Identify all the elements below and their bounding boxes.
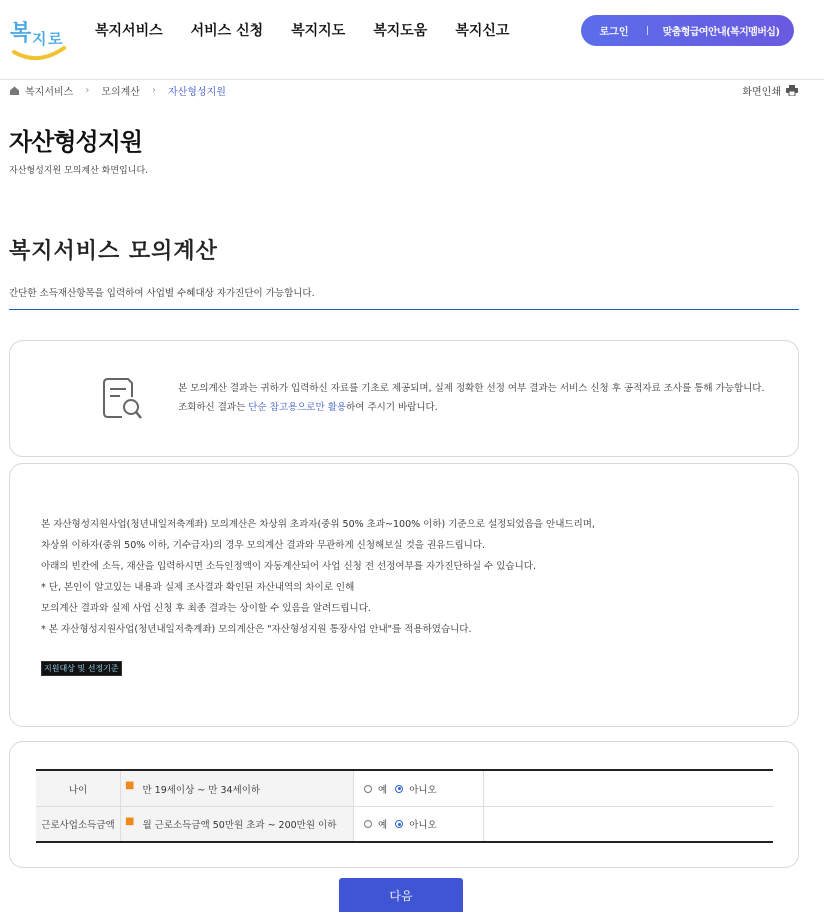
main-nav [95, 20, 537, 40]
nav-welfare-map[interactable]: 복지지도 [291, 23, 346, 39]
breadcrumb-item-welfare-service[interactable]: 복지서비스 [25, 87, 74, 98]
info-line: * 본 자산형성지원사업(청년내일저축계좌) 모의계산은 "자산형성지원 통장사업 안내"를 적용하였습니다. [41, 624, 472, 635]
nav-welfare-report[interactable]: 복지신고 [455, 23, 510, 39]
section-divider [9, 309, 799, 310]
chevron-right-icon: › [85, 85, 90, 96]
radio-circle-checked[interactable] [395, 820, 403, 828]
print-button[interactable] [742, 83, 798, 98]
custom-benefit-button[interactable]: 맞춤형급여안내(복지멤버십) [662, 27, 780, 38]
radio-age-yes[interactable] [364, 782, 387, 796]
row-label: 나이 [36, 771, 121, 806]
required-dot-icon: ■ [125, 780, 135, 791]
info-line: * 단, 본인이 알고있는 내용과 실제 조사결과 확인된 자산내역의 차이로 인해 [41, 582, 355, 593]
page-description: 자산형성지원 모의계산 화면입니다. [9, 166, 148, 176]
row-condition-text: 만 19세이상 ~ 만 34세이하 [142, 784, 261, 796]
nav-welfare-service[interactable]: 복지서비스 [95, 23, 163, 39]
info-box [9, 463, 799, 727]
next-button[interactable]: 다음 [339, 878, 463, 912]
info-line: 본 자산형성지원사업(청년내일저축계좌) 모의계산은 차상위 초과자(중위 50% 초과~100% 이하) 기준으로 설정되었음을 안내드리며, [41, 519, 595, 530]
notice-box [9, 340, 799, 457]
row-condition [121, 771, 354, 806]
eligibility-table [36, 769, 773, 843]
breadcrumb [9, 83, 226, 98]
radio-label: 예 [378, 784, 388, 796]
bokjiro-logo[interactable] [8, 8, 68, 66]
print-label: 화면인쇄 [742, 87, 781, 98]
notice-text [178, 379, 768, 417]
required-dot-icon: ■ [125, 815, 135, 827]
svg-text:지: 지 [32, 30, 47, 48]
radio-label: 아니오 [409, 820, 437, 831]
criteria-button[interactable]: 지원대상 및 선정기준 [41, 661, 122, 676]
radio-label: 예 [378, 820, 388, 831]
info-line: 모의계산 결과와 실제 사업 신청 후 최종 결과는 상이할 수 있음을 알려드립니다. [41, 603, 371, 614]
notice-text-part1: 본 모의계산 결과는 귀하가 입력하신 자료를 기초로 제공되며, 실제 정확한 선정 여부 결과는 서비스 신청 후 공적자료 조사를 통해 가능합니다. 조회하신 결과는 [178, 383, 765, 413]
chevron-right-icon: › [151, 85, 156, 96]
login-button[interactable]: 로그인 [599, 27, 629, 38]
breadcrumb-item-current: 자산형성지원 [167, 87, 226, 98]
page-title: 자산형성지원 [9, 128, 143, 156]
radio-income-yes[interactable] [364, 817, 387, 831]
table-row [36, 806, 773, 841]
user-menu-pill [581, 15, 794, 46]
svg-text:복: 복 [10, 21, 32, 46]
row-condition-text: 월 근로소득금액 50만원 초과 ~ 200만원 이하 [142, 820, 337, 831]
radio-circle-checked[interactable] [395, 785, 403, 793]
radio-circle[interactable] [364, 785, 372, 793]
nav-service-apply[interactable]: 서비스 신청 [190, 23, 264, 39]
radio-income-no[interactable] [395, 817, 437, 831]
document-search-icon [98, 375, 144, 421]
breadcrumb-item-simulation[interactable]: 모의계산 [101, 87, 140, 98]
radio-group-income [354, 807, 484, 841]
info-line: 아래의 빈칸에 소득, 재산을 입력하시면 소득인정액이 자동계산되어 사업 신청 전 선정여부를 자가진단하실 수 있습니다. [41, 561, 536, 572]
printer-icon [786, 85, 798, 96]
home-icon[interactable] [9, 85, 20, 96]
notice-text-part2: 하여 주시기 바랍니다. [346, 402, 438, 413]
svg-text:로: 로 [48, 30, 63, 48]
nav-welfare-help[interactable]: 복지도움 [373, 23, 428, 39]
info-line: 차상위 이하자(중위 50% 이하, 기수급자)의 경우 모의계산 결과와 무관하게 신청해보실 것을 권유드립니다. [41, 540, 486, 551]
section-title: 복지서비스 모의계산 [9, 239, 218, 264]
radio-label: 아니오 [409, 784, 437, 796]
table-row [36, 771, 773, 806]
form-box [9, 741, 799, 868]
row-label: 근로사업소득금액 [36, 807, 121, 841]
radio-circle[interactable] [364, 820, 372, 828]
section-description: 간단한 소득재산항목을 입력하여 사업별 수혜대상 자가진단이 가능합니다. [9, 288, 315, 299]
row-condition [121, 807, 354, 841]
radio-age-no[interactable] [395, 782, 437, 796]
info-lines [41, 514, 595, 640]
site-header [0, 0, 824, 80]
radio-group-age [354, 771, 484, 806]
notice-highlight: 단순 참고용으로만 활용 [248, 402, 347, 413]
